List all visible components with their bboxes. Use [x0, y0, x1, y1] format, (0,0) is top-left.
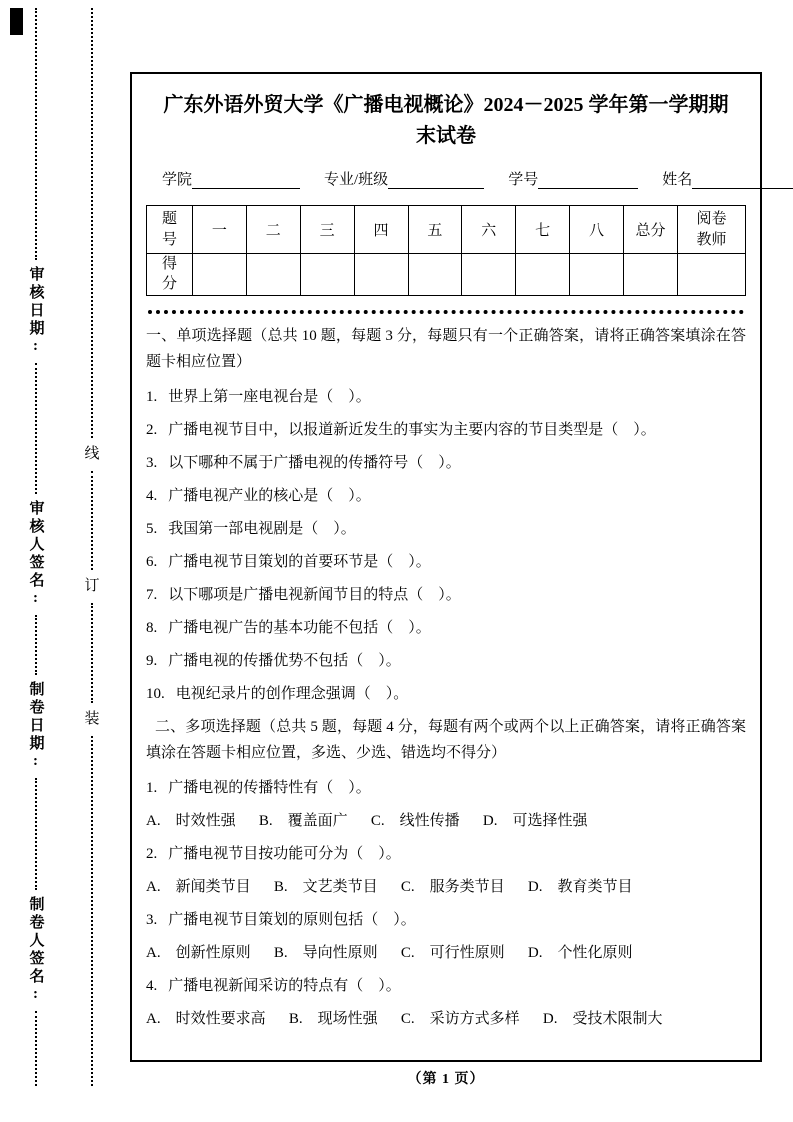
margin-label-paper-date: 制卷日期: — [27, 681, 44, 773]
field-student-id-blank — [538, 170, 638, 189]
question-item — [146, 419, 746, 441]
score-col-2: 二 — [246, 206, 300, 254]
question-number: 3. — [146, 454, 158, 471]
score-col-4: 四 — [354, 206, 408, 254]
question-options — [146, 876, 746, 898]
dotted-line-segment — [35, 1011, 37, 1086]
option-b: B. 导向性原则 — [273, 944, 378, 961]
field-major-class-label: 专业/班级 — [324, 172, 389, 188]
option-d: D. 个性化原则 — [527, 944, 633, 961]
dotted-line-segment — [91, 8, 93, 438]
score-col-7: 七 — [516, 206, 570, 254]
option-c: C. 采访方式多样 — [400, 1010, 520, 1027]
score-cell-empty — [193, 254, 247, 296]
question-text: 广播电视节目按功能可分为（ ）。 — [168, 845, 401, 862]
question-options — [146, 810, 746, 832]
score-col-5: 五 — [408, 206, 462, 254]
question-item — [146, 683, 746, 705]
option-c: C. 服务类节目 — [400, 878, 505, 895]
field-major-class — [324, 168, 484, 189]
option-a: A. 时效性强 — [146, 812, 236, 829]
question-options — [146, 942, 746, 964]
dotted-line-segment — [35, 8, 37, 260]
option-a: A. 创新性原则 — [146, 944, 251, 961]
option-a: A. 新闻类节目 — [146, 878, 251, 895]
question-number: 1. — [146, 388, 158, 405]
score-table-header-row — [147, 206, 746, 254]
binding-line-column — [80, 8, 104, 1086]
score-cell-empty — [570, 254, 624, 296]
question-number: 1. — [146, 779, 158, 796]
score-col-8: 八 — [570, 206, 624, 254]
question-item — [146, 650, 746, 672]
section-1-heading: 一、单项选择题（总共 10 题，每题 3 分，每题只有一个正确答案，请将正确答案填涂在答题卡相应位置） — [146, 327, 746, 370]
field-college-blank — [192, 170, 300, 189]
question-item — [146, 617, 746, 639]
page-number-footer: （第 1 页） — [407, 1072, 485, 1087]
score-cell-empty — [354, 254, 408, 296]
question-text: 广播电视新闻采访的特点有（ ）。 — [168, 977, 401, 994]
question-text: 世界上第一座电视台是（ ）。 — [168, 388, 371, 405]
score-cell-empty — [516, 254, 570, 296]
question-item — [146, 485, 746, 507]
field-name — [662, 168, 793, 189]
field-student-id — [508, 168, 638, 189]
margin-label-papermaker-signature: 制卷人签名: — [27, 896, 44, 1006]
dotted-line-segment — [91, 471, 93, 571]
field-name-label: 姓名 — [662, 172, 693, 188]
option-b: B. 文艺类节目 — [273, 878, 378, 895]
question-text: 广播电视节目策划的原则包括（ ）。 — [168, 911, 416, 928]
question-options — [146, 1008, 746, 1030]
question-item — [146, 843, 746, 865]
score-table — [146, 205, 746, 296]
question-number: 6. — [146, 553, 158, 570]
option-a: A. 时效性要求高 — [146, 1010, 266, 1027]
score-col-1: 一 — [193, 206, 247, 254]
option-d: D. 教育类节目 — [527, 878, 633, 895]
question-text: 广播电视产业的核心是（ ）。 — [168, 487, 371, 504]
question-number: 3. — [146, 911, 158, 928]
option-b: B. 现场性强 — [288, 1010, 378, 1027]
exam-paper — [130, 72, 762, 1062]
score-col-total: 总分 — [624, 206, 678, 254]
question-number: 7. — [146, 586, 158, 603]
dotted-line-segment — [35, 615, 37, 676]
score-col-3: 三 — [300, 206, 354, 254]
field-college-label: 学院 — [162, 172, 193, 188]
question-number: 8. — [146, 619, 158, 636]
score-col-grader: 阅卷教师 — [678, 206, 746, 254]
score-cell-empty — [408, 254, 462, 296]
question-text: 广播电视广告的基本功能不包括（ ）。 — [168, 619, 431, 636]
question-text: 以下哪项是广播电视新闻节目的特点（ ）。 — [168, 586, 461, 603]
dotted-separator — [148, 310, 744, 314]
question-item — [146, 452, 746, 474]
question-item — [146, 777, 746, 799]
question-number: 2. — [146, 421, 158, 438]
score-cell-empty — [462, 254, 516, 296]
question-text: 我国第一部电视剧是（ ）。 — [168, 520, 356, 537]
field-major-class-blank — [388, 170, 484, 189]
score-table-score-row — [147, 254, 746, 296]
question-number: 5. — [146, 520, 158, 537]
question-item — [146, 584, 746, 606]
option-d: D. 受技术限制大 — [542, 1010, 663, 1027]
dotted-line-segment — [91, 603, 93, 703]
print-registration-mark — [10, 8, 23, 35]
question-text: 以下哪种不属于广播电视的传播符号（ ）。 — [168, 454, 461, 471]
dotted-line-segment — [35, 363, 37, 494]
question-text: 广播电视节目策划的首要环节是（ ）。 — [168, 553, 431, 570]
question-number: 2. — [146, 845, 158, 862]
question-text: 广播电视的传播特性有（ ）。 — [168, 779, 371, 796]
score-table-corner-cell: 题号 — [147, 206, 193, 254]
score-cell-empty — [300, 254, 354, 296]
question-number: 9. — [146, 652, 158, 669]
score-cell-empty — [678, 254, 746, 296]
binding-char-stitch: 订 — [84, 578, 100, 595]
question-number: 4. — [146, 487, 158, 504]
option-d: D. 可选择性强 — [482, 812, 588, 829]
margin-signature-column — [24, 8, 48, 1086]
question-item — [146, 909, 746, 931]
score-cell-empty — [246, 254, 300, 296]
question-item — [146, 551, 746, 573]
section-2-heading: 二、多项选择题（总共 5 题，每题 4 分，每题有两个或两个以上正确答案，请将正确答案填涂在答题卡相应位置，多选、少选、错选均不得分） — [146, 718, 746, 761]
binding-char-bind: 装 — [84, 711, 100, 728]
question-text: 广播电视的传播优势不包括（ ）。 — [168, 652, 401, 669]
field-student-id-label: 学号 — [508, 172, 539, 188]
field-name-blank — [692, 170, 793, 189]
question-number: 4. — [146, 977, 158, 994]
question-item — [146, 975, 746, 997]
margin-label-reviewer-signature: 审核人签名: — [27, 499, 44, 609]
question-text: 电视纪录片的创作理念强调（ ）。 — [175, 685, 409, 702]
option-c: C. 线性传播 — [370, 812, 460, 829]
student-info-row — [162, 168, 738, 189]
margin-label-review-date: 审核日期: — [27, 266, 44, 357]
option-c: C. 可行性原则 — [400, 944, 505, 961]
question-item — [146, 386, 746, 408]
field-college — [162, 168, 300, 189]
question-item — [146, 518, 746, 540]
option-b: B. 覆盖面广 — [258, 812, 348, 829]
score-row-label-cell: 得分 — [147, 254, 193, 296]
question-number: 10. — [146, 685, 165, 702]
score-cell-empty — [624, 254, 678, 296]
dotted-line-segment — [35, 778, 37, 890]
binding-char-line: 线 — [84, 445, 100, 462]
score-col-6: 六 — [462, 206, 516, 254]
question-text: 广播电视节目中，以报道新近发生的事实为主要内容的节目类型是（ ）。 — [168, 421, 656, 438]
dotted-line-segment — [91, 736, 93, 1086]
exam-title: 广东外语外贸大学《广播电视概论》2024－2025 学年第一学期期末试卷 — [163, 94, 729, 147]
